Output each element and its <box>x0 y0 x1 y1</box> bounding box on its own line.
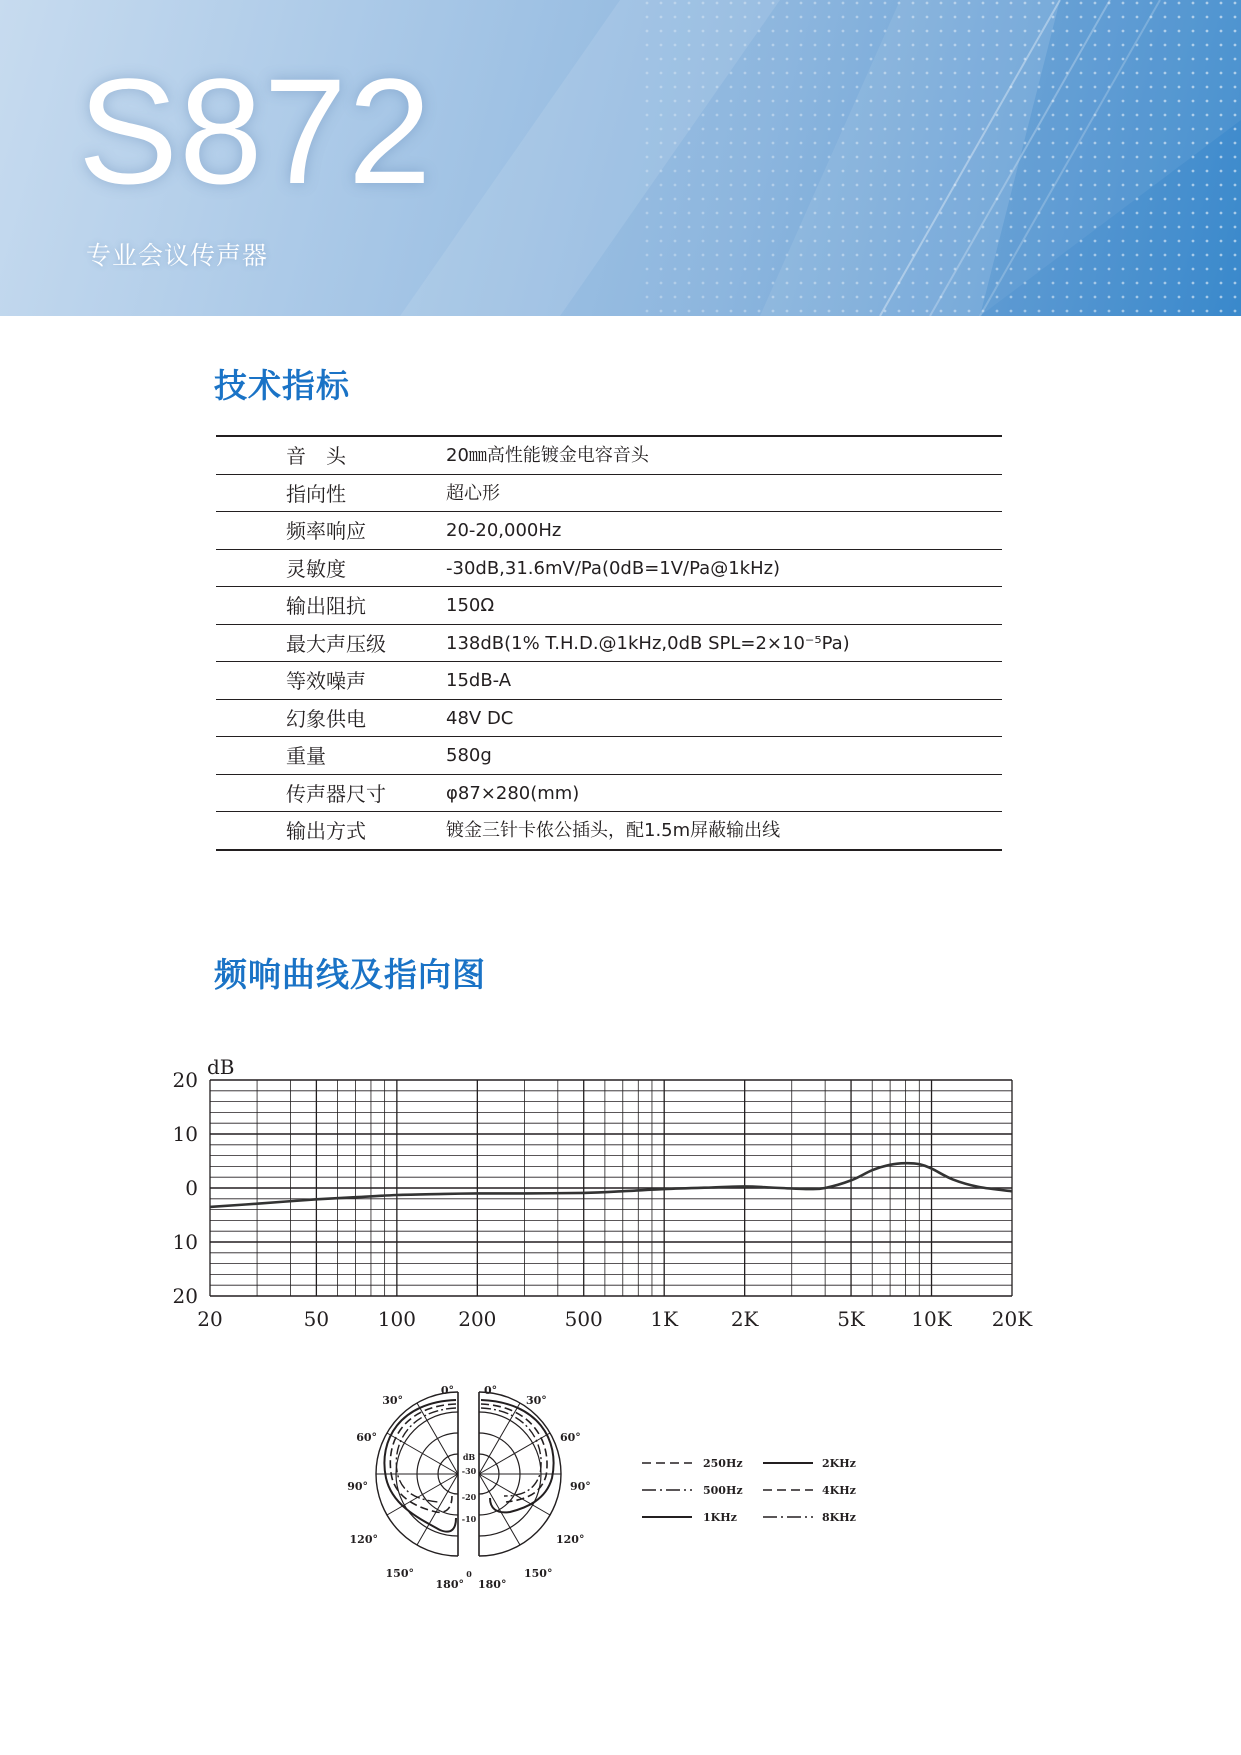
polar-radial-label: -10 <box>461 1514 477 1524</box>
legend-label: 1KHz <box>703 1511 737 1524</box>
y-tick-label: 0 <box>185 1176 198 1200</box>
polar-radial-label: dB <box>462 1452 476 1462</box>
spec-value: -30dB,31.6mV/Pa(0dB=1V/Pa@1kHz) <box>446 557 781 579</box>
spec-row <box>216 700 1002 738</box>
y-tick-label: 20 <box>172 1068 198 1092</box>
polar-angle-label: 150° <box>385 1567 414 1580</box>
polar-angle-label: 180° <box>435 1578 464 1591</box>
spec-value: 20㎜高性能镀金电容音头 <box>446 445 649 466</box>
y-tick-label: 10 <box>172 1122 198 1146</box>
chart-tick-labels <box>173 1068 1034 1331</box>
legend-label: 250Hz <box>703 1457 743 1470</box>
polar-radial-label: -30 <box>461 1466 477 1476</box>
spec-row <box>216 512 1002 550</box>
legend-label: 4KHz <box>822 1484 856 1497</box>
spec-label: 输出方式 <box>286 819 366 843</box>
legend-label: 8KHz <box>822 1511 856 1524</box>
product-subtitle: 专业会议传声器 <box>86 241 269 270</box>
model-name: S872 <box>78 47 433 215</box>
spec-row <box>216 625 1002 663</box>
spec-label: 输出阻抗 <box>286 594 366 618</box>
x-tick-label: 10K <box>911 1307 952 1331</box>
spec-label: 重量 <box>286 744 326 768</box>
spec-label: 传声器尺寸 <box>286 781 386 806</box>
spec-label: 最大声压级 <box>286 631 386 656</box>
y-axis-label: dB <box>207 1055 235 1079</box>
polar-angle-label: 0° <box>484 1384 498 1397</box>
x-tick-label: 500 <box>564 1307 603 1331</box>
x-tick-label: 200 <box>458 1307 497 1331</box>
y-tick-label: 20 <box>172 1284 198 1308</box>
spec-label: 灵敏度 <box>286 556 346 581</box>
polar-angle-label: 30° <box>382 1394 403 1407</box>
spec-value: 150Ω <box>446 595 495 616</box>
y-tick-label: 10 <box>172 1230 198 1254</box>
polar-right-half <box>479 1392 561 1556</box>
spec-row <box>216 737 1002 775</box>
spec-label: 等效噪声 <box>286 669 366 693</box>
chart-grid <box>210 1080 1012 1296</box>
x-tick-label: 5K <box>837 1307 865 1331</box>
legend-label: 2KHz <box>822 1457 856 1470</box>
spec-row <box>216 550 1002 588</box>
spec-section-title: 技术指标 <box>214 366 350 405</box>
spec-value: 48V DC <box>446 707 514 729</box>
polar-angle-label: 180° <box>478 1578 507 1591</box>
polar-angle-label: 30° <box>526 1394 547 1407</box>
spec-label: 幻象供电 <box>286 706 366 731</box>
polar-angle-label: 120° <box>556 1533 585 1546</box>
polar-legend <box>642 1457 856 1524</box>
polar-angle-label: 150° <box>524 1567 553 1580</box>
legend-label: 500Hz <box>703 1484 743 1497</box>
polar-angle-label: 90° <box>570 1480 591 1493</box>
x-tick-label: 2K <box>730 1307 759 1331</box>
spec-row <box>216 662 1002 700</box>
spec-value: 15dB-A <box>446 670 512 691</box>
polar-angle-label: 60° <box>356 1431 377 1444</box>
spec-value: 580g <box>446 745 492 766</box>
response-curve <box>210 1163 1012 1207</box>
polar-angle-label: 60° <box>560 1431 581 1444</box>
spec-label: 频率响应 <box>286 519 366 543</box>
spec-row <box>216 437 1002 475</box>
x-tick-label: 20 <box>197 1307 223 1331</box>
polar-radial-label: 0 <box>466 1569 472 1579</box>
spec-row <box>216 587 1002 625</box>
polar-radial-label: -20 <box>461 1492 477 1502</box>
spec-label: 音 头 <box>286 444 346 468</box>
curve-section-title: 频响曲线及指向图 <box>214 955 486 994</box>
polar-angle-label: 90° <box>347 1480 368 1493</box>
spec-row <box>216 812 1002 849</box>
spec-value: 138dB(1% T.H.D.@1kHz,0dB SPL=2×10⁻⁵Pa) <box>446 632 850 654</box>
header-banner <box>0 0 1241 316</box>
x-tick-label: 1K <box>650 1307 679 1331</box>
x-tick-label: 20K <box>991 1307 1033 1331</box>
polar-left-half <box>376 1392 458 1556</box>
x-tick-label: 100 <box>377 1307 416 1331</box>
polar-angle-label: 120° <box>349 1533 378 1546</box>
polar-angle-label: 0° <box>440 1384 454 1397</box>
spec-row <box>216 775 1002 813</box>
spec-value: 20-20,000Hz <box>446 520 562 541</box>
x-tick-label: 50 <box>303 1307 330 1331</box>
spec-table <box>216 435 1002 851</box>
spec-value: 超心形 <box>446 482 500 504</box>
spec-value: 镀金三针卡侬公插头，配1.5m屏蔽输出线 <box>446 820 781 841</box>
spec-label: 指向性 <box>286 481 346 506</box>
spec-value: φ87×280(mm) <box>446 782 580 804</box>
spec-row <box>216 475 1002 513</box>
